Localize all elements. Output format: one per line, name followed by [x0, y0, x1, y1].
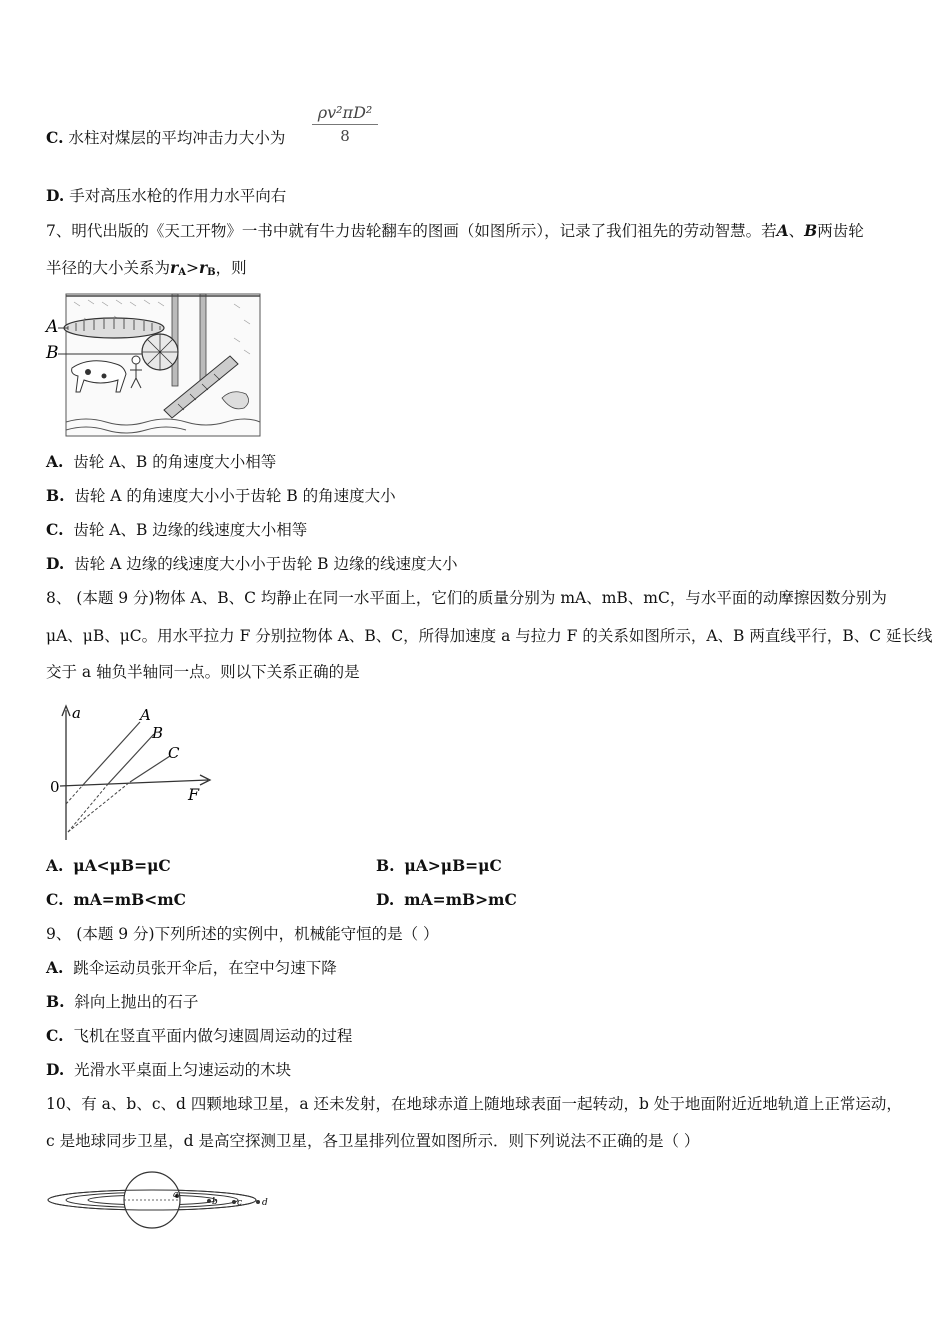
- stem-text: 半径的大小关系为: [46, 259, 171, 277]
- satellite-a-label: a: [173, 1190, 179, 1200]
- option-label: D.: [46, 186, 65, 205]
- q6-formula: [312, 103, 378, 145]
- line-b: [108, 734, 154, 784]
- q7-stem-line2: [46, 258, 247, 283]
- option-label: B.: [46, 486, 65, 505]
- option-label: D.: [46, 1060, 65, 1079]
- option-text: 齿轮 A 边缘的线速度大小小于齿轮 B 边缘的线速度大小: [74, 555, 458, 573]
- option-text: 光滑水平桌面上匀速运动的木块: [74, 1061, 292, 1079]
- line-c-label: C: [168, 744, 180, 762]
- option-label: C.: [46, 520, 64, 539]
- q6-option-c: [46, 128, 285, 148]
- q8-stem-line1: 8、 (本题 9 分)物体 A、B、C 均静止在同一水平面上，它们的质量分别为 mA、mB、mC，与水平面的动摩擦因数分别为: [46, 589, 887, 607]
- q9-stem: 9、 (本题 9 分)下列所述的实例中，机械能守恒的是（ ）: [46, 925, 439, 943]
- subscript: A: [178, 267, 186, 278]
- option-label: B.: [46, 992, 65, 1011]
- radius-symbol: r: [198, 258, 208, 277]
- q9-option-b: [46, 992, 198, 1012]
- option-label: D.: [376, 890, 395, 909]
- formula-denominator: 8: [340, 127, 350, 145]
- option-text: 齿轮 A、B 的角速度大小相等: [73, 453, 277, 471]
- option-text: mA=mB<mC: [73, 890, 186, 909]
- line-b-extension: [68, 784, 108, 832]
- satellite-b-label: b: [212, 1197, 218, 1207]
- pillar-right: [200, 294, 206, 384]
- line-b-label: B: [152, 724, 164, 742]
- stem-text: ，则: [215, 259, 247, 277]
- option-label: C.: [46, 128, 64, 147]
- gear-a-symbol: A: [776, 221, 789, 240]
- q8-acceleration-force-graph: [40, 700, 220, 845]
- option-text: 飞机在竖直平面内做匀速圆周运动的过程: [73, 1027, 353, 1045]
- satellite-d-icon: [256, 1200, 260, 1204]
- radius-symbol: r: [170, 258, 179, 277]
- q7-gear-waterwheel-figure: [44, 290, 264, 440]
- option-label: C.: [46, 890, 64, 909]
- q8-stem-line2: μA、μB、μC。用水平拉力 F 分别拉物体 A、B、C，所得加速度 a 与拉力 F 的关系如图所示，A、B 两直线平行，B、C 延长线: [46, 627, 933, 645]
- option-text: mA=mB>mC: [404, 890, 517, 909]
- q7-option-a: [46, 452, 276, 472]
- option-text: μA<μB=μC: [73, 856, 171, 875]
- axis-label-a: a: [72, 704, 81, 722]
- stem-text: 7、明代出版的《天工开物》一书中就有牛力齿轮翻车的图画（如图所示），记录了我们祖先的劳动智慧。若: [46, 222, 777, 240]
- q7-option-b: [46, 486, 396, 506]
- line-a-label: A: [140, 706, 151, 724]
- option-text: 水柱对煤层的平均冲击力大小为: [68, 129, 286, 147]
- option-label: A.: [46, 856, 64, 875]
- formula-numerator: ρv²πD²: [312, 103, 378, 125]
- q10-stem-line1: 10、有 a、b、c、d 四颗地球卫星，a 还未发射，在地球赤道上随地球表面一起转动，b 处于地面附近近地轨道上正常运动，: [46, 1095, 902, 1113]
- subscript: B: [207, 267, 216, 278]
- q10-stem-line2: c 是地球同步卫星，d 是高空探测卫星，各卫星排列位置如图所示．则下列说法不正确的是（ ）: [46, 1132, 700, 1150]
- person-icon: [132, 356, 140, 364]
- q7-option-c: [46, 520, 307, 540]
- satellite-d-label: d: [262, 1198, 268, 1208]
- q7-option-d: [46, 554, 457, 574]
- q8-option-a: [46, 856, 171, 876]
- option-label: D.: [46, 554, 65, 573]
- origin-label: 0: [50, 778, 60, 796]
- q7-stem-line1: [46, 221, 864, 241]
- gear-a-label: A: [46, 317, 59, 337]
- option-text: μA>μB=μC: [404, 856, 502, 875]
- option-text: 齿轮 A、B 边缘的线速度大小相等: [73, 521, 308, 539]
- option-label: C.: [46, 1026, 64, 1045]
- q8-option-d: [376, 890, 517, 910]
- line-c-extension: [68, 782, 130, 832]
- q9-option-d: [46, 1060, 291, 1080]
- option-text: 斜向上抛出的石子: [74, 993, 199, 1011]
- line-a-extension: [66, 786, 82, 804]
- option-label: A.: [46, 958, 64, 977]
- axis-label-f: F: [188, 785, 200, 804]
- option-text: 手对高压水枪的作用力水平向右: [69, 187, 287, 205]
- option-label: A.: [46, 452, 64, 471]
- stem-text: 两齿轮: [817, 222, 864, 240]
- operator: >: [185, 259, 199, 277]
- gear-b-symbol: B: [804, 221, 818, 240]
- q8-option-b: [376, 856, 502, 876]
- q9-option-a: [46, 958, 337, 978]
- q9-option-c: [46, 1026, 352, 1046]
- option-text: 齿轮 A 的角速度大小小于齿轮 B 的角速度大小: [74, 487, 396, 505]
- line-c: [130, 756, 170, 782]
- line-a: [82, 722, 140, 786]
- gear-b-label: B: [46, 343, 59, 363]
- satellite-b-icon: [207, 1199, 211, 1203]
- satellite-c-label: c: [237, 1198, 243, 1208]
- satellite-c-icon: [232, 1200, 236, 1204]
- separator: 、: [788, 222, 805, 240]
- q6-option-d: [46, 186, 286, 206]
- gear-b-spokes: [142, 334, 178, 370]
- q8-stem-line3: 交于 a 轴负半轴同一点。则以下关系正确的是: [46, 663, 360, 681]
- option-label: B.: [376, 856, 395, 875]
- q10-satellite-orbit-figure: [44, 1164, 284, 1234]
- option-text: 跳伞运动员张开伞后，在空中匀速下降: [73, 959, 337, 977]
- q8-option-c: [46, 890, 186, 910]
